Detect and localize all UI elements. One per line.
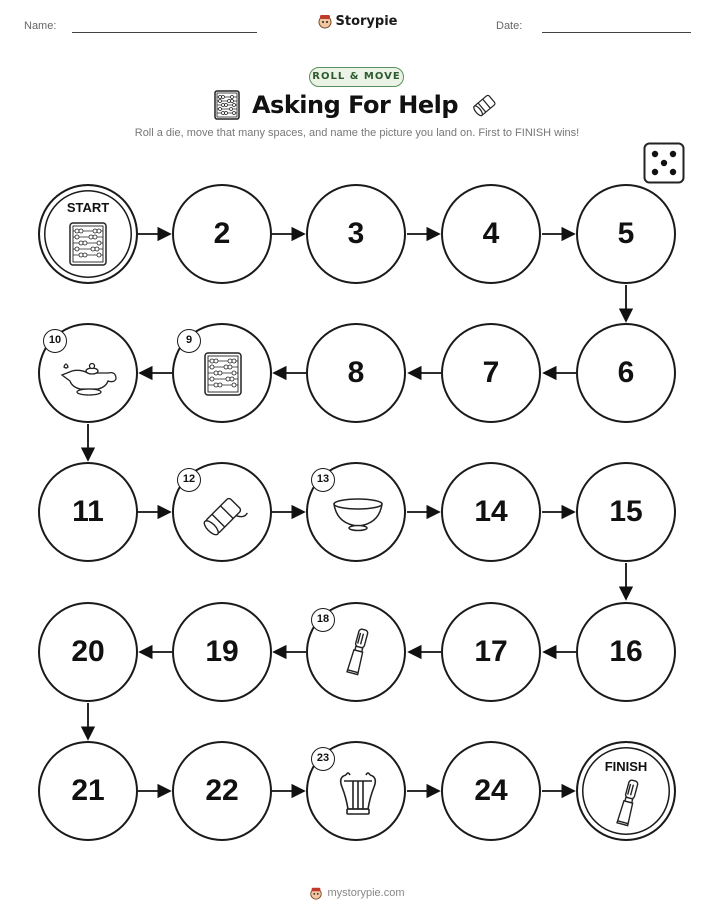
space-number: 24 bbox=[474, 774, 508, 807]
space-number: 9 bbox=[177, 329, 201, 353]
board-space[interactable] bbox=[38, 741, 138, 841]
board-space[interactable] bbox=[306, 184, 406, 284]
picture-space[interactable] bbox=[38, 323, 138, 423]
abacus-icon bbox=[69, 222, 107, 266]
abacus-icon bbox=[204, 352, 242, 396]
space-number: 23 bbox=[311, 747, 335, 771]
picture-space[interactable] bbox=[306, 602, 406, 702]
picture-space[interactable] bbox=[172, 462, 272, 562]
board-space[interactable] bbox=[172, 184, 272, 284]
footer-url[interactable]: mystorypie.com bbox=[327, 887, 405, 899]
date-label: Date: bbox=[496, 20, 523, 32]
space-number: 15 bbox=[609, 495, 643, 528]
board-space[interactable] bbox=[441, 184, 541, 284]
space-number: 22 bbox=[205, 774, 239, 807]
space-number: 11 bbox=[72, 495, 104, 528]
space-number: 21 bbox=[71, 774, 105, 807]
space-number: 3 bbox=[347, 217, 365, 250]
space-number: 14 bbox=[474, 495, 508, 528]
board-space[interactable] bbox=[172, 741, 272, 841]
oil-lamp-icon bbox=[58, 357, 120, 397]
space-number: 12 bbox=[177, 468, 201, 492]
space-number: 13 bbox=[311, 468, 335, 492]
instructions: Roll a die, move that many spaces, and name the picture you land on. First to FINISH wins! bbox=[134, 127, 580, 139]
space-number: 19 bbox=[205, 635, 239, 668]
scroll-icon bbox=[198, 490, 250, 540]
picture-space[interactable] bbox=[306, 462, 406, 562]
board-space[interactable] bbox=[441, 741, 541, 841]
space-number: 16 bbox=[609, 635, 643, 668]
footer bbox=[0, 886, 714, 903]
board-space[interactable] bbox=[441, 323, 541, 423]
storypie-mascot-icon bbox=[309, 886, 323, 900]
board-space[interactable] bbox=[172, 602, 272, 702]
board-space[interactable] bbox=[441, 602, 541, 702]
board-space[interactable] bbox=[576, 462, 676, 562]
space-number: 5 bbox=[617, 217, 635, 250]
board-space[interactable] bbox=[306, 323, 406, 423]
space-number: 2 bbox=[213, 217, 231, 250]
brand-name: Storypie bbox=[335, 13, 398, 29]
board-space[interactable] bbox=[576, 184, 676, 284]
space-number: 18 bbox=[311, 608, 335, 632]
board-space[interactable] bbox=[38, 462, 138, 562]
start-label: START bbox=[66, 200, 110, 215]
finish-label: FINISH bbox=[604, 759, 648, 774]
bowl-icon bbox=[331, 494, 385, 532]
picture-space[interactable] bbox=[172, 323, 272, 423]
space-number: 20 bbox=[71, 635, 105, 668]
chisel-icon bbox=[342, 626, 374, 682]
space-number: 7 bbox=[482, 356, 500, 389]
activity-badge: ROLL & MOVE bbox=[309, 67, 404, 87]
finish-space[interactable] bbox=[576, 741, 676, 841]
chisel-icon bbox=[612, 777, 644, 833]
name-label: Name: bbox=[24, 20, 57, 32]
board-space[interactable] bbox=[576, 323, 676, 423]
picture-space[interactable] bbox=[306, 741, 406, 841]
board-space[interactable] bbox=[38, 602, 138, 702]
page-title: Asking For Help bbox=[251, 91, 459, 119]
space-number: 8 bbox=[347, 356, 365, 389]
board-space[interactable] bbox=[441, 462, 541, 562]
space-number: 17 bbox=[474, 635, 508, 668]
lyre-icon bbox=[336, 769, 380, 819]
board-space[interactable] bbox=[576, 602, 676, 702]
space-number: 4 bbox=[482, 217, 500, 250]
space-number: 6 bbox=[617, 356, 635, 389]
space-number: 10 bbox=[43, 329, 67, 353]
start-space[interactable] bbox=[38, 184, 138, 284]
